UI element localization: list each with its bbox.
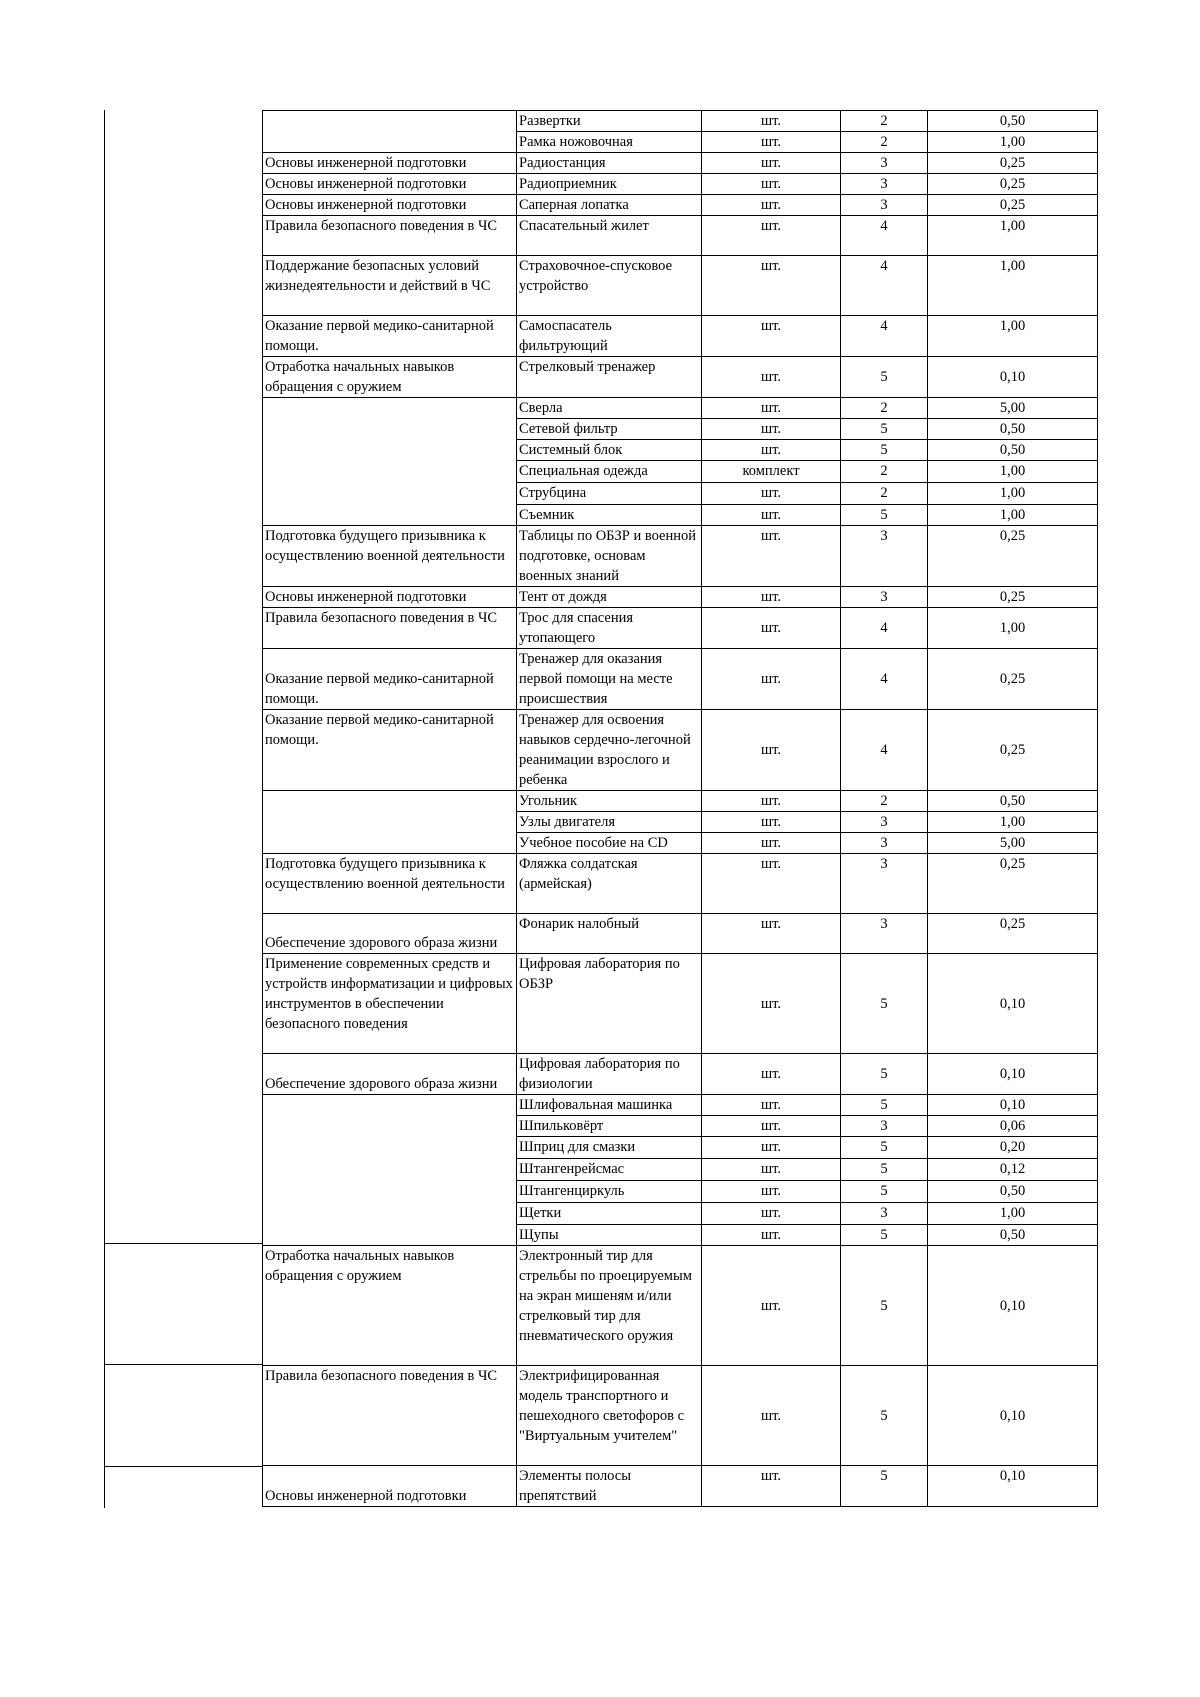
cell-qty: 0,10 (928, 357, 1098, 398)
cell-name: Страховочное-спусковое устройство (517, 256, 702, 316)
table-row (263, 153, 1098, 174)
table-row (263, 854, 1098, 914)
cell-name: Цифровая лаборатория по физиологии (517, 1054, 702, 1095)
cell-qty: 0,10 (928, 1466, 1098, 1507)
table-row (263, 649, 1098, 710)
cell-unit: шт. (702, 812, 841, 833)
table-row (263, 791, 1098, 812)
cell-section (263, 1095, 517, 1246)
cell-name: Тренажер для освоения навыков сердечно-легочной реанимации взрослого и ребенка (517, 710, 702, 791)
cell-level: 5 (841, 419, 928, 440)
cell-level: 5 (841, 1225, 928, 1246)
cell-unit: шт. (702, 854, 841, 914)
cell-unit: шт. (702, 111, 841, 132)
cell-name: Радиоприемник (517, 174, 702, 195)
cell-name: Съемник (517, 505, 702, 526)
cell-name: Штангенциркуль (517, 1181, 702, 1203)
cell-name: Трос для спасения утопающего (517, 608, 702, 649)
cell-unit: шт. (702, 1225, 841, 1246)
cell-qty: 0,25 (928, 710, 1098, 791)
table-row (263, 357, 1098, 398)
table-row (263, 1366, 1098, 1466)
cell-name: Рамка ножовочная (517, 132, 702, 153)
cell-name: Щетки (517, 1203, 702, 1225)
table-row (263, 526, 1098, 587)
cell-unit: шт. (702, 216, 841, 256)
cell-name: Угольник (517, 791, 702, 812)
cell-name: Специальная одежда (517, 461, 702, 483)
cell-section: Основы инженерной подготовки (263, 153, 517, 174)
cell-section: Основы инженерной подготовки (263, 174, 517, 195)
cell-name: Шлифовальная машинка (517, 1095, 702, 1116)
cell-unit: шт. (702, 256, 841, 316)
cell-level: 3 (841, 812, 928, 833)
cell-level: 4 (841, 608, 928, 649)
cell-name: Учебное пособие на CD (517, 833, 702, 854)
cell-level: 2 (841, 111, 928, 132)
cell-level: 4 (841, 710, 928, 791)
cell-qty: 5,00 (928, 833, 1098, 854)
cell-name: Сверла (517, 398, 702, 419)
cell-level: 5 (841, 440, 928, 461)
table-row (263, 608, 1098, 649)
cell-name: Тренажер для оказания первой помощи на месте происшествия (517, 649, 702, 710)
cell-qty: 0,10 (928, 954, 1098, 1054)
cell-section: Обеспечение здорового образа жизни (263, 914, 517, 954)
cell-level: 5 (841, 1159, 928, 1181)
cell-section: Подготовка будущего призывника к осуществлению военной деятельности (263, 526, 517, 587)
cell-level: 4 (841, 216, 928, 256)
cell-name: Элементы полосы препятствий (517, 1466, 702, 1507)
table-row (263, 316, 1098, 357)
cell-name: Развертки (517, 111, 702, 132)
cell-name: Электронный тир для стрельбы по проецируемым на экран мишеням и/или стрелковый тир для пневматического оружия (517, 1246, 702, 1366)
table-row (263, 398, 1098, 419)
cell-section (263, 398, 517, 526)
cell-level: 3 (841, 854, 928, 914)
cell-level: 5 (841, 1246, 928, 1366)
cell-qty: 0,25 (928, 174, 1098, 195)
cell-level: 3 (841, 174, 928, 195)
cell-section: Подготовка будущего призывника к осуществлению военной деятельности (263, 854, 517, 914)
table-row (263, 111, 1098, 132)
table-row (263, 256, 1098, 316)
cell-section: Поддержание безопасных условий жизнедеятельности и действий в ЧС (263, 256, 517, 316)
table-row (263, 1466, 1098, 1507)
cell-section: Основы инженерной подготовки (263, 195, 517, 216)
cell-unit: шт. (702, 954, 841, 1054)
cell-qty: 0,25 (928, 854, 1098, 914)
cell-name: Спасательный жилет (517, 216, 702, 256)
cell-qty: 0,10 (928, 1246, 1098, 1366)
cell-section (263, 791, 517, 854)
table-row (263, 954, 1098, 1054)
cell-level: 2 (841, 483, 928, 505)
cell-level: 2 (841, 398, 928, 419)
cell-name: Саперная лопатка (517, 195, 702, 216)
cell-qty: 0,25 (928, 649, 1098, 710)
cell-qty: 1,00 (928, 461, 1098, 483)
cell-unit: шт. (702, 791, 841, 812)
table-row (263, 914, 1098, 954)
cell-unit: шт. (702, 398, 841, 419)
cell-level: 5 (841, 1054, 928, 1095)
cell-level: 3 (841, 914, 928, 954)
cell-section: Правила безопасного поведения в ЧС (263, 1366, 517, 1466)
cell-unit: шт. (702, 505, 841, 526)
cell-unit: шт. (702, 440, 841, 461)
cell-section: Оказание первой медико-санитарной помощи. (263, 710, 517, 791)
cell-unit: шт. (702, 1466, 841, 1507)
cell-level: 5 (841, 357, 928, 398)
cell-section (263, 111, 517, 153)
cell-name: Щупы (517, 1225, 702, 1246)
cell-unit: шт. (702, 649, 841, 710)
cell-name: Стрелковый тренажер (517, 357, 702, 398)
cell-qty: 5,00 (928, 398, 1098, 419)
cell-unit: шт. (702, 483, 841, 505)
cell-name: Радиостанция (517, 153, 702, 174)
cell-qty: 0,50 (928, 419, 1098, 440)
cell-name: Цифровая лаборатория по ОБЗР (517, 954, 702, 1054)
cell-section: Отработка начальных навыков обращения с оружием (263, 1246, 517, 1366)
cell-qty: 0,25 (928, 195, 1098, 216)
cell-level: 5 (841, 505, 928, 526)
cell-qty: 0,50 (928, 111, 1098, 132)
cell-unit: комплект (702, 461, 841, 483)
cell-section: Основы инженерной подготовки (263, 1466, 517, 1507)
cell-section: Правила безопасного поведения в ЧС (263, 216, 517, 256)
cell-qty: 0,25 (928, 153, 1098, 174)
cell-unit: шт. (702, 195, 841, 216)
cell-level: 2 (841, 461, 928, 483)
cell-level: 5 (841, 1181, 928, 1203)
cell-qty: 1,00 (928, 505, 1098, 526)
table-row (263, 710, 1098, 791)
cell-unit: шт. (702, 1116, 841, 1137)
cell-unit: шт. (702, 1137, 841, 1159)
cell-section: Оказание первой медико-санитарной помощи. (263, 649, 517, 710)
cell-unit: шт. (702, 833, 841, 854)
cell-level: 5 (841, 1095, 928, 1116)
cell-unit: шт. (702, 1054, 841, 1095)
cell-level: 3 (841, 526, 928, 587)
cell-name: Сетевой фильтр (517, 419, 702, 440)
equipment-table (262, 110, 1098, 1507)
cell-qty: 0,50 (928, 1181, 1098, 1203)
cell-name: Узлы двигателя (517, 812, 702, 833)
cell-name: Шпильковёрт (517, 1116, 702, 1137)
cell-name: Системный блок (517, 440, 702, 461)
cell-level: 2 (841, 791, 928, 812)
cell-qty: 0,10 (928, 1095, 1098, 1116)
cell-section: Оказание первой медико-санитарной помощи. (263, 316, 517, 357)
cell-qty: 1,00 (928, 256, 1098, 316)
cell-name: Таблицы по ОБЗР и военной подготовке, основам военных знаний (517, 526, 702, 587)
cell-section: Применение современных средств и устройств информатизации и цифровых инструментов в обеспечении безопасного поведения (263, 954, 517, 1054)
cell-unit: шт. (702, 526, 841, 587)
cell-qty: 0,10 (928, 1366, 1098, 1466)
cell-unit: шт. (702, 1203, 841, 1225)
cell-qty: 0,25 (928, 587, 1098, 608)
cell-level: 4 (841, 649, 928, 710)
cell-name: Шприц для смазки (517, 1137, 702, 1159)
cell-unit: шт. (702, 174, 841, 195)
cell-qty: 0,12 (928, 1159, 1098, 1181)
cell-qty: 0,50 (928, 791, 1098, 812)
cell-qty: 1,00 (928, 132, 1098, 153)
cell-level: 3 (841, 153, 928, 174)
cell-qty: 1,00 (928, 812, 1098, 833)
cell-level: 5 (841, 954, 928, 1054)
cell-unit: шт. (702, 914, 841, 954)
cell-level: 2 (841, 132, 928, 153)
cell-unit: шт. (702, 1159, 841, 1181)
cell-unit: шт. (702, 587, 841, 608)
cell-qty: 0,20 (928, 1137, 1098, 1159)
cell-level: 3 (841, 587, 928, 608)
cell-qty: 0,50 (928, 1225, 1098, 1246)
cell-name: Фляжка солдатская (армейская) (517, 854, 702, 914)
cell-level: 3 (841, 1116, 928, 1137)
table-row (263, 1246, 1098, 1366)
cell-unit: шт. (702, 153, 841, 174)
cell-unit: шт. (702, 1095, 841, 1116)
cell-section: Основы инженерной подготовки (263, 587, 517, 608)
table-row (263, 216, 1098, 256)
outer-left-border (104, 110, 105, 1508)
cell-qty: 0,25 (928, 914, 1098, 954)
cell-unit: шт. (702, 419, 841, 440)
outer-row-divider (104, 1466, 262, 1467)
cell-qty: 1,00 (928, 316, 1098, 357)
table-row (263, 587, 1098, 608)
cell-unit: шт. (702, 316, 841, 357)
cell-unit: шт. (702, 1181, 841, 1203)
table-row (263, 195, 1098, 216)
cell-qty: 0,50 (928, 440, 1098, 461)
cell-unit: шт. (702, 357, 841, 398)
cell-qty: 1,00 (928, 608, 1098, 649)
cell-name: Электрифицированная модель транспортного и пешеходного светофоров с "Виртуальным учителем" (517, 1366, 702, 1466)
cell-qty: 0,06 (928, 1116, 1098, 1137)
cell-name: Тент от дождя (517, 587, 702, 608)
cell-unit: шт. (702, 608, 841, 649)
cell-level: 4 (841, 316, 928, 357)
cell-unit: шт. (702, 1246, 841, 1366)
cell-qty: 0,25 (928, 526, 1098, 587)
cell-unit: шт. (702, 1366, 841, 1466)
outer-row-divider (104, 1243, 262, 1244)
cell-name: Струбцина (517, 483, 702, 505)
cell-section: Отработка начальных навыков обращения с оружием (263, 357, 517, 398)
cell-unit: шт. (702, 132, 841, 153)
cell-level: 3 (841, 833, 928, 854)
cell-level: 5 (841, 1137, 928, 1159)
cell-section: Обеспечение здорового образа жизни (263, 1054, 517, 1095)
table-row (263, 1095, 1098, 1116)
cell-level: 5 (841, 1466, 928, 1507)
cell-unit: шт. (702, 710, 841, 791)
cell-level: 3 (841, 1203, 928, 1225)
cell-name: Фонарик налобный (517, 914, 702, 954)
cell-qty: 1,00 (928, 216, 1098, 256)
cell-name: Штангенрейсмас (517, 1159, 702, 1181)
table-row (263, 174, 1098, 195)
cell-name: Самоспасатель фильтрующий (517, 316, 702, 357)
cell-level: 3 (841, 195, 928, 216)
cell-section: Правила безопасного поведения в ЧС (263, 608, 517, 649)
cell-qty: 1,00 (928, 483, 1098, 505)
cell-qty: 0,10 (928, 1054, 1098, 1095)
outer-row-divider (104, 1364, 262, 1365)
cell-level: 4 (841, 256, 928, 316)
table-row (263, 1054, 1098, 1095)
cell-level: 5 (841, 1366, 928, 1466)
cell-qty: 1,00 (928, 1203, 1098, 1225)
